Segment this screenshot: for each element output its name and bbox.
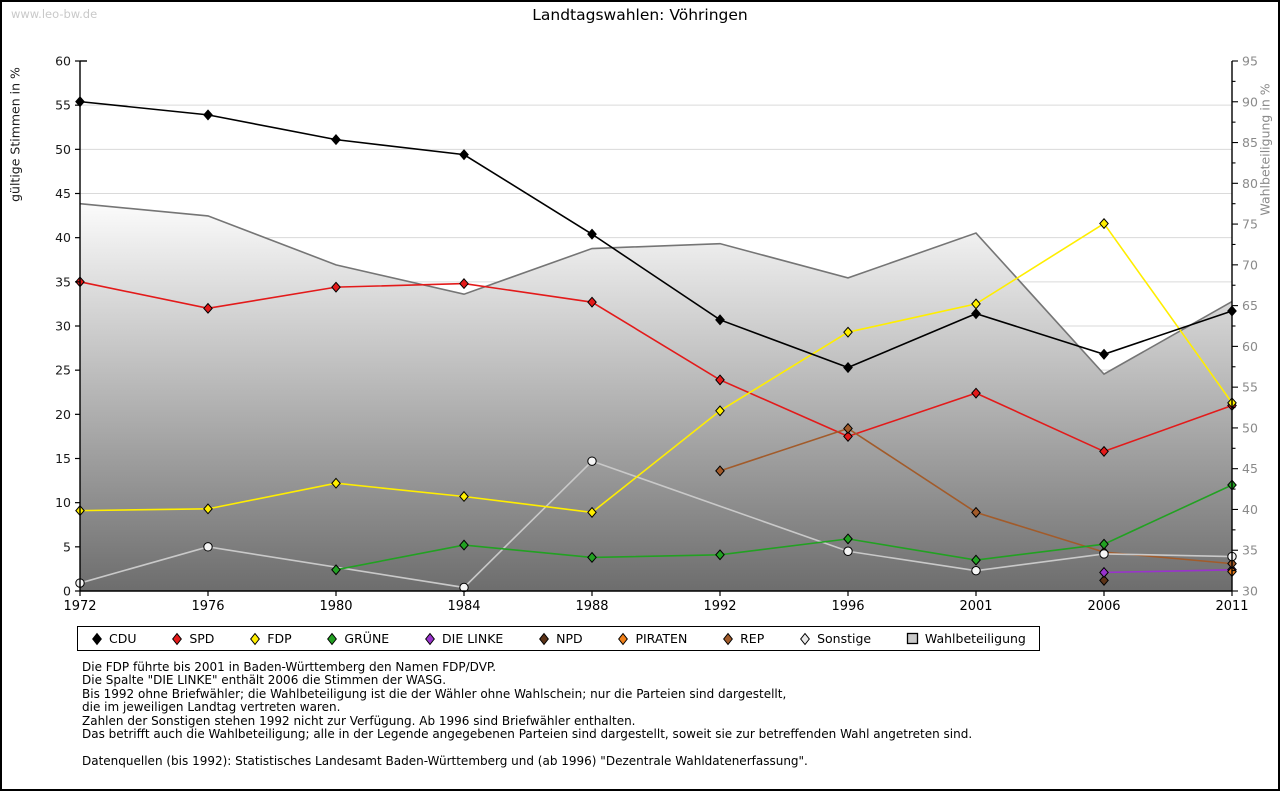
legend-label: SPD xyxy=(189,631,215,646)
svg-text:90: 90 xyxy=(1242,94,1258,110)
svg-text:75: 75 xyxy=(1242,216,1258,232)
spd-legend-marker xyxy=(171,632,183,646)
svg-text:20: 20 xyxy=(55,406,71,422)
svg-text:2006: 2006 xyxy=(1087,599,1121,614)
footnotes xyxy=(82,661,972,768)
footnote-line: Die Spalte "DIE LINKE" enthält 2006 die Stimmen der WASG. xyxy=(82,673,447,688)
footnote-line: die im jeweiligen Landtag vertreten waren. xyxy=(82,700,341,715)
left-axis-label: gültige Stimmen in % xyxy=(7,67,23,202)
legend-label: NPD xyxy=(556,631,583,646)
wahlbeteiligung-area xyxy=(80,204,1232,591)
footnote-line: Datenquellen (bis 1992): Statistisches Landesamt Baden-Württemberg und (ab 1996) "Dezentrale Wahldatenerfassung". xyxy=(82,753,808,768)
data-point xyxy=(1100,349,1108,359)
piraten-legend-marker xyxy=(617,632,629,646)
svg-text:55: 55 xyxy=(1242,379,1258,395)
right-axis-ticks xyxy=(1232,54,1258,599)
rep-legend-marker xyxy=(722,632,734,646)
legend-item-spd xyxy=(171,631,214,646)
svg-text:15: 15 xyxy=(55,451,71,466)
legend-label: FDP xyxy=(267,631,292,646)
grune-legend-marker xyxy=(326,632,338,646)
svg-text:10: 10 xyxy=(55,495,71,511)
legend-item-wahlbeteiligung xyxy=(906,631,1026,646)
svg-text:1972: 1972 xyxy=(63,599,97,614)
svg-text:1976: 1976 xyxy=(191,599,225,614)
svg-text:1996: 1996 xyxy=(831,599,865,614)
svg-text:80: 80 xyxy=(1242,175,1258,191)
footnote-line xyxy=(82,741,972,754)
legend-item-die-linke xyxy=(424,631,503,646)
svg-text:0: 0 xyxy=(63,583,71,599)
data-point xyxy=(1100,550,1108,558)
svg-text:1988: 1988 xyxy=(575,599,609,614)
legend-item-sonstige xyxy=(799,631,871,646)
data-point xyxy=(460,279,468,289)
die-linke-legend-marker xyxy=(424,632,436,646)
svg-text:85: 85 xyxy=(1242,135,1258,151)
sonstige-legend-marker xyxy=(799,632,811,646)
legend-item-npd xyxy=(538,631,583,646)
wahlbeteiligung-legend-marker xyxy=(906,632,919,645)
legend-item-piraten xyxy=(617,631,687,646)
svg-text:35: 35 xyxy=(55,274,71,290)
data-point xyxy=(204,110,212,120)
footnote-line: Zahlen der Sonstigen stehen 1992 nicht zur Verfügung. Ab 1996 sind Briefwähler enthalten. xyxy=(82,713,636,728)
svg-text:70: 70 xyxy=(1242,257,1258,273)
svg-text:35: 35 xyxy=(1242,542,1258,558)
svg-text:95: 95 xyxy=(1242,53,1258,69)
svg-text:2001: 2001 xyxy=(959,599,993,614)
left-axis-ticks xyxy=(55,54,80,599)
data-point xyxy=(588,457,596,465)
page-title: Landtagswahlen: Vöhringen xyxy=(532,6,748,24)
svg-text:45: 45 xyxy=(1242,461,1258,477)
data-point xyxy=(972,566,980,574)
svg-text:65: 65 xyxy=(1242,298,1258,314)
x-axis-ticks xyxy=(63,591,1248,614)
watermark: www.leo-bw.de xyxy=(11,7,98,21)
svg-text:2011: 2011 xyxy=(1215,599,1249,614)
svg-text:1980: 1980 xyxy=(319,599,353,614)
svg-text:40: 40 xyxy=(55,230,71,246)
legend-label: GRÜNE xyxy=(344,631,390,646)
svg-text:1992: 1992 xyxy=(703,599,737,614)
svg-text:40: 40 xyxy=(1242,501,1258,517)
legend-label: CDU xyxy=(109,631,137,646)
svg-text:30: 30 xyxy=(55,318,71,334)
legend-item-cdu xyxy=(91,631,137,646)
right-axis-label: Wahlbeteiligung in % xyxy=(1257,83,1273,216)
footnote-line: Das betrifft auch die Wahlbeteiligung; alle in der Legende angegebenen Parteien sind dargestellt, soweit sie zur betreffenden Wahl angetreten sind. xyxy=(82,727,973,742)
legend-item-rep xyxy=(722,631,764,646)
legend-label: DIE LINKE xyxy=(442,631,504,646)
svg-text:45: 45 xyxy=(55,186,71,201)
data-point xyxy=(460,150,468,160)
npd-legend-marker xyxy=(538,632,550,646)
election-line-chart xyxy=(2,2,1280,620)
legend-label: Wahlbeteiligung xyxy=(924,631,1026,646)
legend-label: Sonstige xyxy=(817,631,872,646)
svg-text:1984: 1984 xyxy=(447,599,481,614)
footnote-line: Die FDP führte bis 2001 in Baden-Württemberg den Namen FDP/DVP. xyxy=(82,660,497,674)
svg-text:60: 60 xyxy=(55,53,71,69)
footnote-line: Bis 1992 ohne Briefwähler; die Wahlbeteiligung ist die der Wähler ohne Wahlschein; nur die Parteien sind dargestellt, xyxy=(82,686,787,701)
svg-text:60: 60 xyxy=(1242,338,1258,354)
legend-item-grune xyxy=(326,631,389,646)
fdp-legend-marker xyxy=(249,632,261,646)
data-point xyxy=(332,135,340,145)
svg-text:55: 55 xyxy=(55,97,71,113)
svg-text:50: 50 xyxy=(55,141,71,157)
svg-text:25: 25 xyxy=(55,362,71,378)
data-point xyxy=(844,547,852,555)
legend-label: REP xyxy=(740,631,765,646)
data-point xyxy=(204,543,212,551)
svg-text:30: 30 xyxy=(1242,583,1258,599)
cdu-legend-marker xyxy=(91,632,103,646)
legend-label: PIRATEN xyxy=(635,631,688,646)
svg-text:50: 50 xyxy=(1242,420,1258,436)
legend xyxy=(77,626,1040,651)
svg-text:5: 5 xyxy=(63,539,71,555)
legend-item-fdp xyxy=(249,631,291,646)
